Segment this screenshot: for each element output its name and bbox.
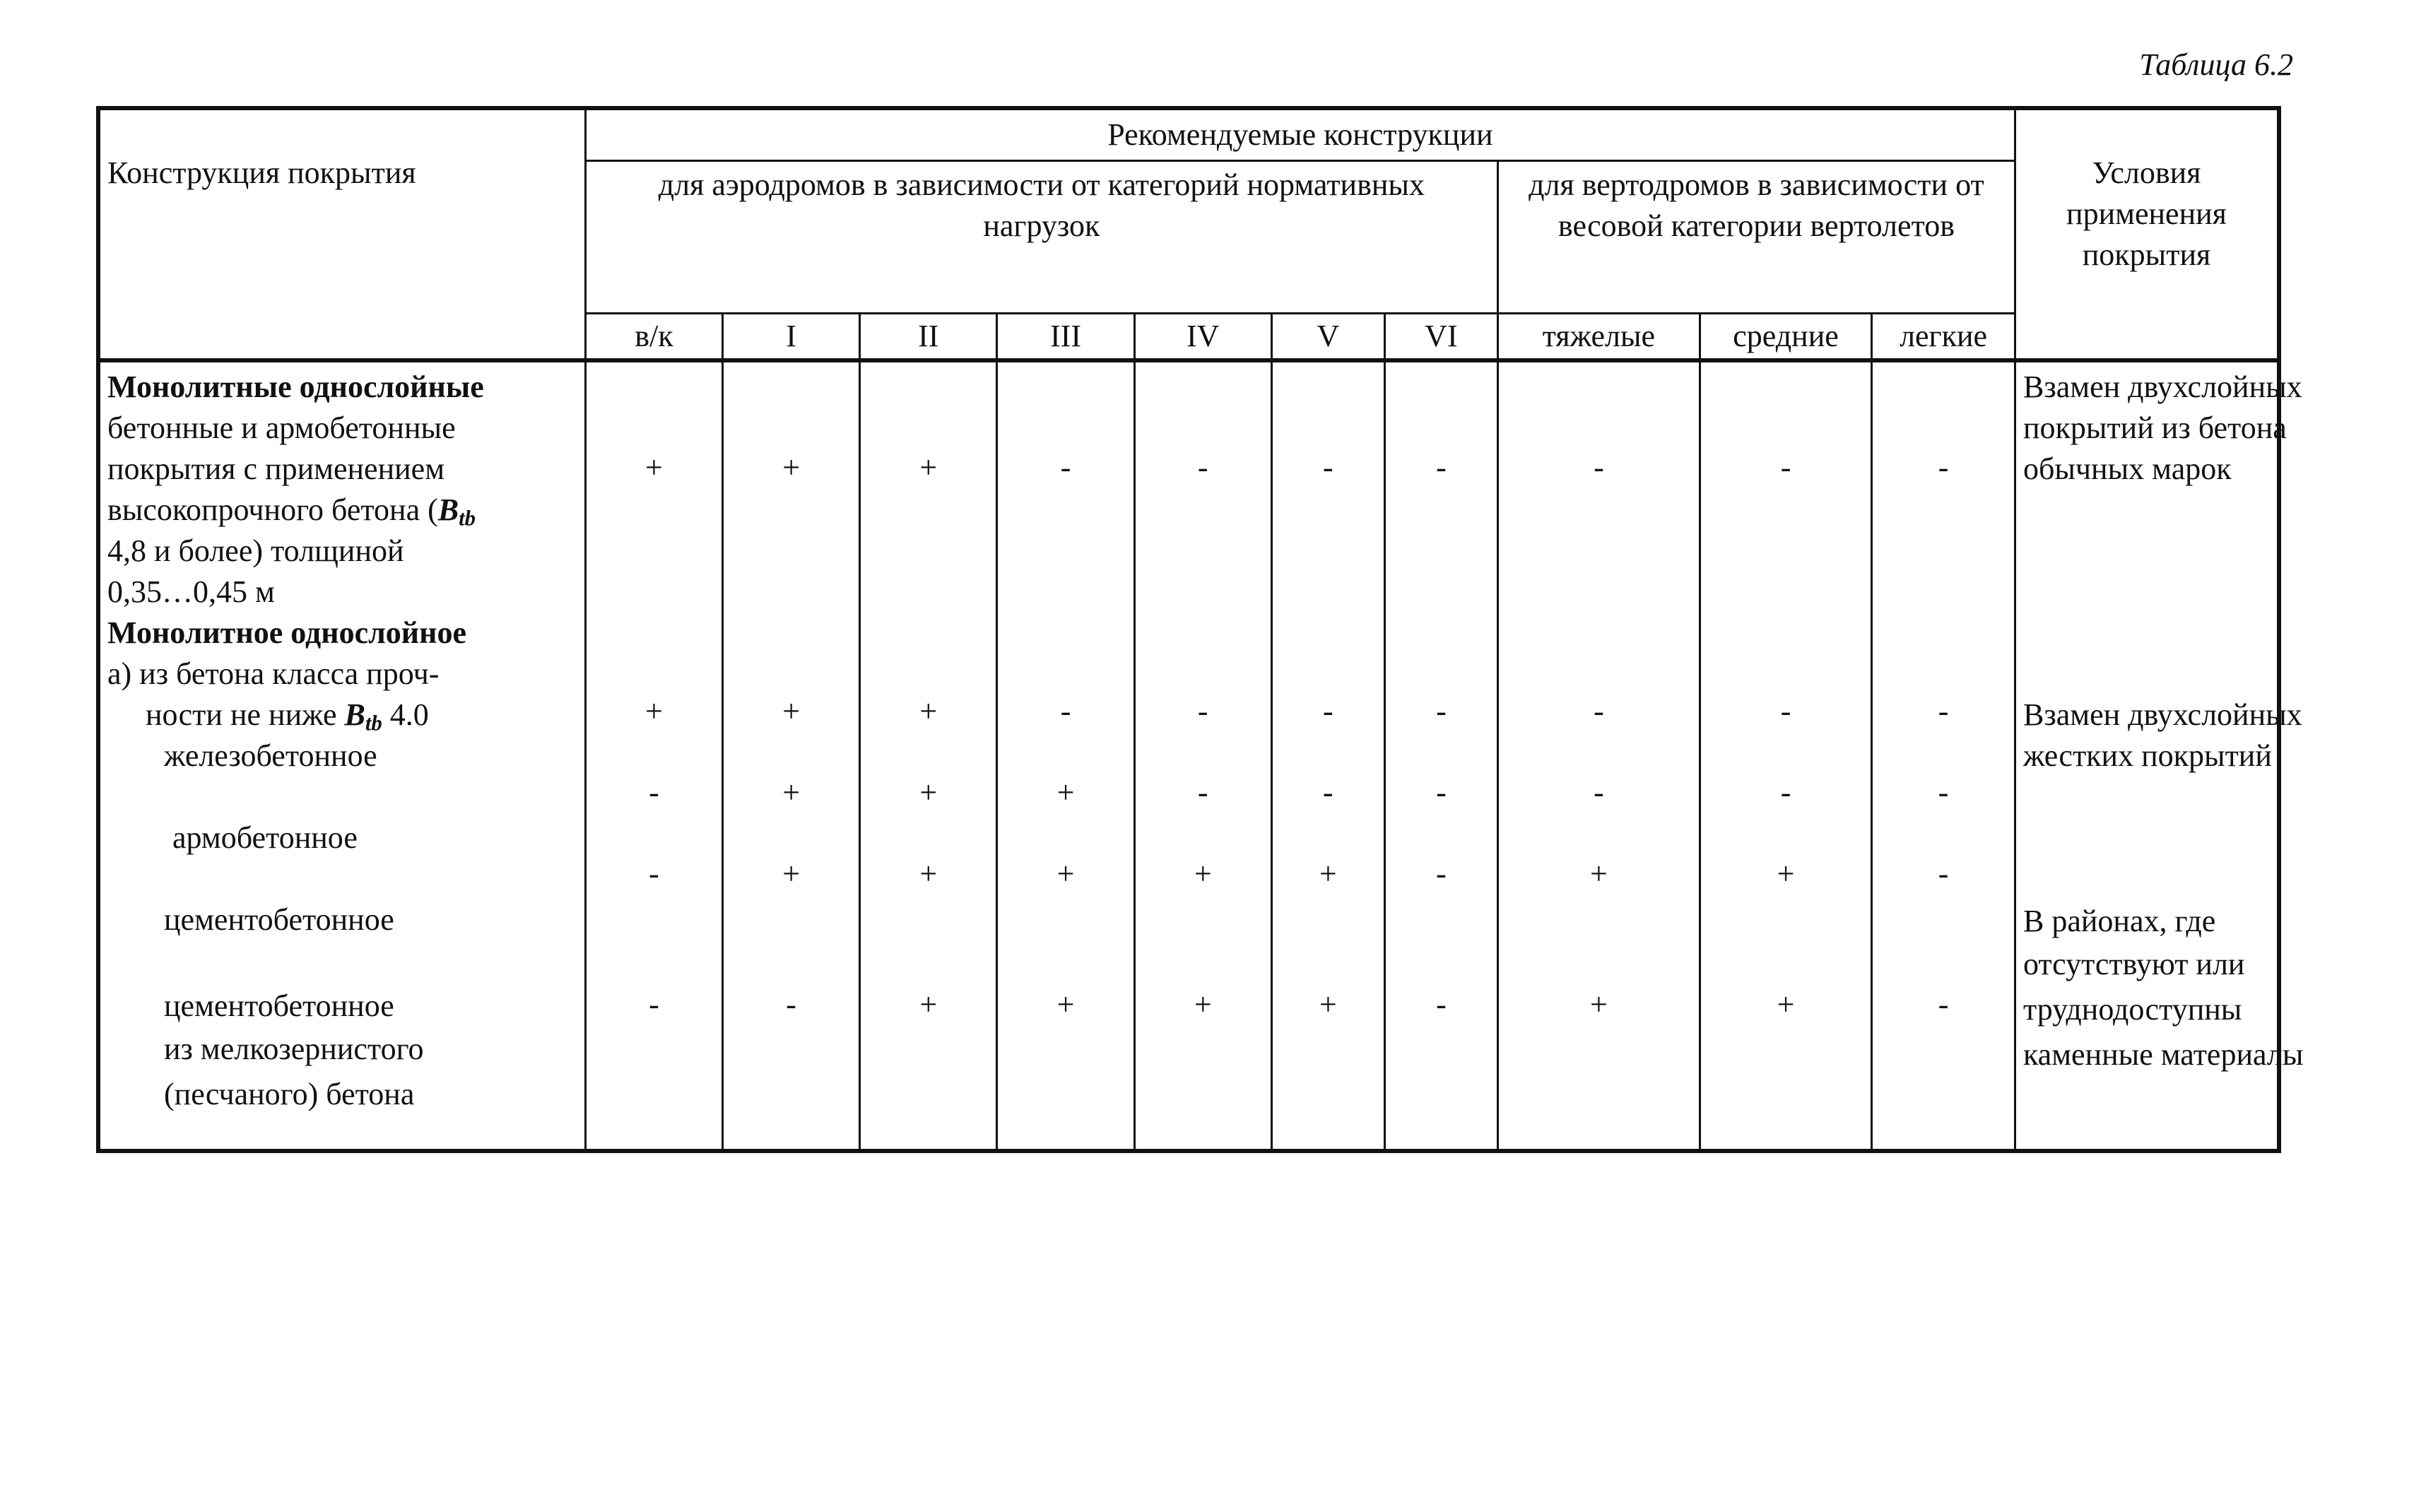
subcol-v: V [1271,314,1384,361]
condition-text: Взамен двухслойных [2022,697,2302,733]
table-row [98,360,2279,1151]
mark-value: + [1194,987,1212,1022]
mark-value: + [1589,987,1608,1022]
mark-value: + [1319,856,1337,892]
mark-value: + [782,694,801,729]
condition-text: каменные материалы [2022,1037,2304,1073]
mark-value: - [1060,450,1071,485]
mark-value: - [1197,775,1208,810]
mark-value: - [649,987,659,1022]
mark-value: - [1436,450,1447,485]
mark-value: - [1436,694,1447,729]
subcol-light: легкие [1872,314,2015,361]
subcol-iv: IV [1134,314,1271,361]
mark-value: + [919,856,938,892]
mark-value: - [1780,450,1791,485]
condition-text: труднодоступны [2022,992,2242,1027]
mark-value: + [919,987,938,1022]
mark-value: - [1938,450,1949,485]
mark-value: - [1197,450,1208,485]
concrete-class-symbol: B [437,492,459,528]
header-construction: Конструкция покрытия [98,108,585,360]
mark-value: - [1780,694,1791,729]
construction-text: 0,35…0,45 м [107,574,275,610]
mark-value: + [1319,987,1337,1022]
mark-value: + [919,450,938,485]
mark-value: - [1323,694,1333,729]
construction-cell [98,360,585,1151]
mark-value: - [1436,987,1447,1022]
condition-text: жестких покрытий [2022,738,2272,774]
mark-value: - [1938,856,1949,892]
marks-col-iii [997,360,1134,1151]
mark-value: - [649,775,659,810]
concrete-class-subscript: tb [365,711,382,736]
construction-text: 4,8 и более) толщиной [107,533,404,569]
mark-value: + [1589,856,1608,892]
mark-value: + [782,856,801,892]
mark-value: - [1780,775,1791,810]
condition-text: В районах, где [2022,904,2216,939]
condition-text: отсутствуют или [2022,947,2245,982]
construction-text: ности не ниже [146,697,345,733]
mark-value: + [782,450,801,485]
mark-value: - [1938,987,1949,1022]
subcol-heavy: тяжелые [1497,314,1700,361]
construction-text: покрытия с применением [107,451,445,487]
marks-col-vk [585,360,722,1151]
mark-value: + [645,694,663,729]
construction-label: (песчаного) бетона [164,1077,415,1112]
marks-col-light [1872,360,2015,1151]
mark-value: - [1938,775,1949,810]
mark-value: + [645,450,663,485]
mark-value: - [1060,694,1071,729]
mark-value: + [1056,856,1075,892]
table-caption: Таблица 6.2 [2139,47,2293,82]
header-conditions: Условия применения покрытия [2015,108,2279,360]
mark-value: - [1594,775,1604,810]
marks-col-iv [1134,360,1271,1151]
subcol-vi: VI [1384,314,1497,361]
mark-value: - [1436,775,1447,810]
construction-label: из мелкозернистого [164,1032,424,1067]
construction-text: а) из бетона класса проч- [107,656,440,692]
condition-text: Взамен двухслойных [2022,370,2302,405]
header-recommended: Рекомендуемые конструкции [585,108,2015,161]
mark-value: - [1323,450,1333,485]
subcol-medium: средние [1700,314,1871,361]
mark-value: - [1436,856,1447,892]
subcol-iii: III [997,314,1134,361]
concrete-class-symbol: B [344,697,365,733]
construction-label: армобетонное [172,820,358,856]
marks-col-vi [1384,360,1497,1151]
mark-value: - [1323,775,1333,810]
construction-label: железобетонное [164,738,377,774]
mark-value: + [1777,856,1795,892]
subcol-i: I [723,314,860,361]
construction-label: цементобетонное [164,902,394,938]
mark-value: - [1938,694,1949,729]
construction-text: бетонные и армобетонные [107,411,456,446]
mark-value: - [786,987,796,1022]
table-body [98,360,2304,1151]
mark-value: + [1056,987,1075,1022]
construction-label: цементобетонное [164,988,394,1024]
construction-title: Монолитное однослойное [107,615,467,651]
mark-value: + [919,775,938,810]
mark-value: - [1594,450,1604,485]
concrete-class-subscript: tb [459,506,476,531]
marks-col-medium [1700,360,1871,1151]
subcol-vk: в/к [585,314,722,361]
mark-value: + [919,694,938,729]
marks-col-v [1271,360,1384,1151]
header-aerodromes: для аэродромов в зависимости от категорий нормативных нагрузок [585,161,1497,314]
mark-value: + [1056,775,1075,810]
mark-value: + [1194,856,1212,892]
condition-text: покрытий из бетона [2022,411,2287,446]
construction-text: 4.0 [382,697,429,733]
mark-value: - [1197,694,1208,729]
marks-col-heavy [1497,360,1700,1151]
mark-value: - [649,856,659,892]
conditions-cell [2015,360,2304,1151]
marks-col-ii [860,360,997,1151]
mark-value: + [782,775,801,810]
mark-value: - [1594,694,1604,729]
header-heliports: для вертодромов в зависимости от весовой категории вертолетов [1497,161,2015,314]
marks-col-i [723,360,860,1151]
table-header [98,108,2279,360]
pavement-recommendation-table [96,106,2304,1153]
construction-text: высокопрочного бетона ( [107,492,438,528]
construction-title: Монолитные однослойные [107,370,484,405]
condition-text: обычных марок [2022,451,2232,487]
subcol-ii: II [860,314,997,361]
mark-value: + [1777,987,1795,1022]
